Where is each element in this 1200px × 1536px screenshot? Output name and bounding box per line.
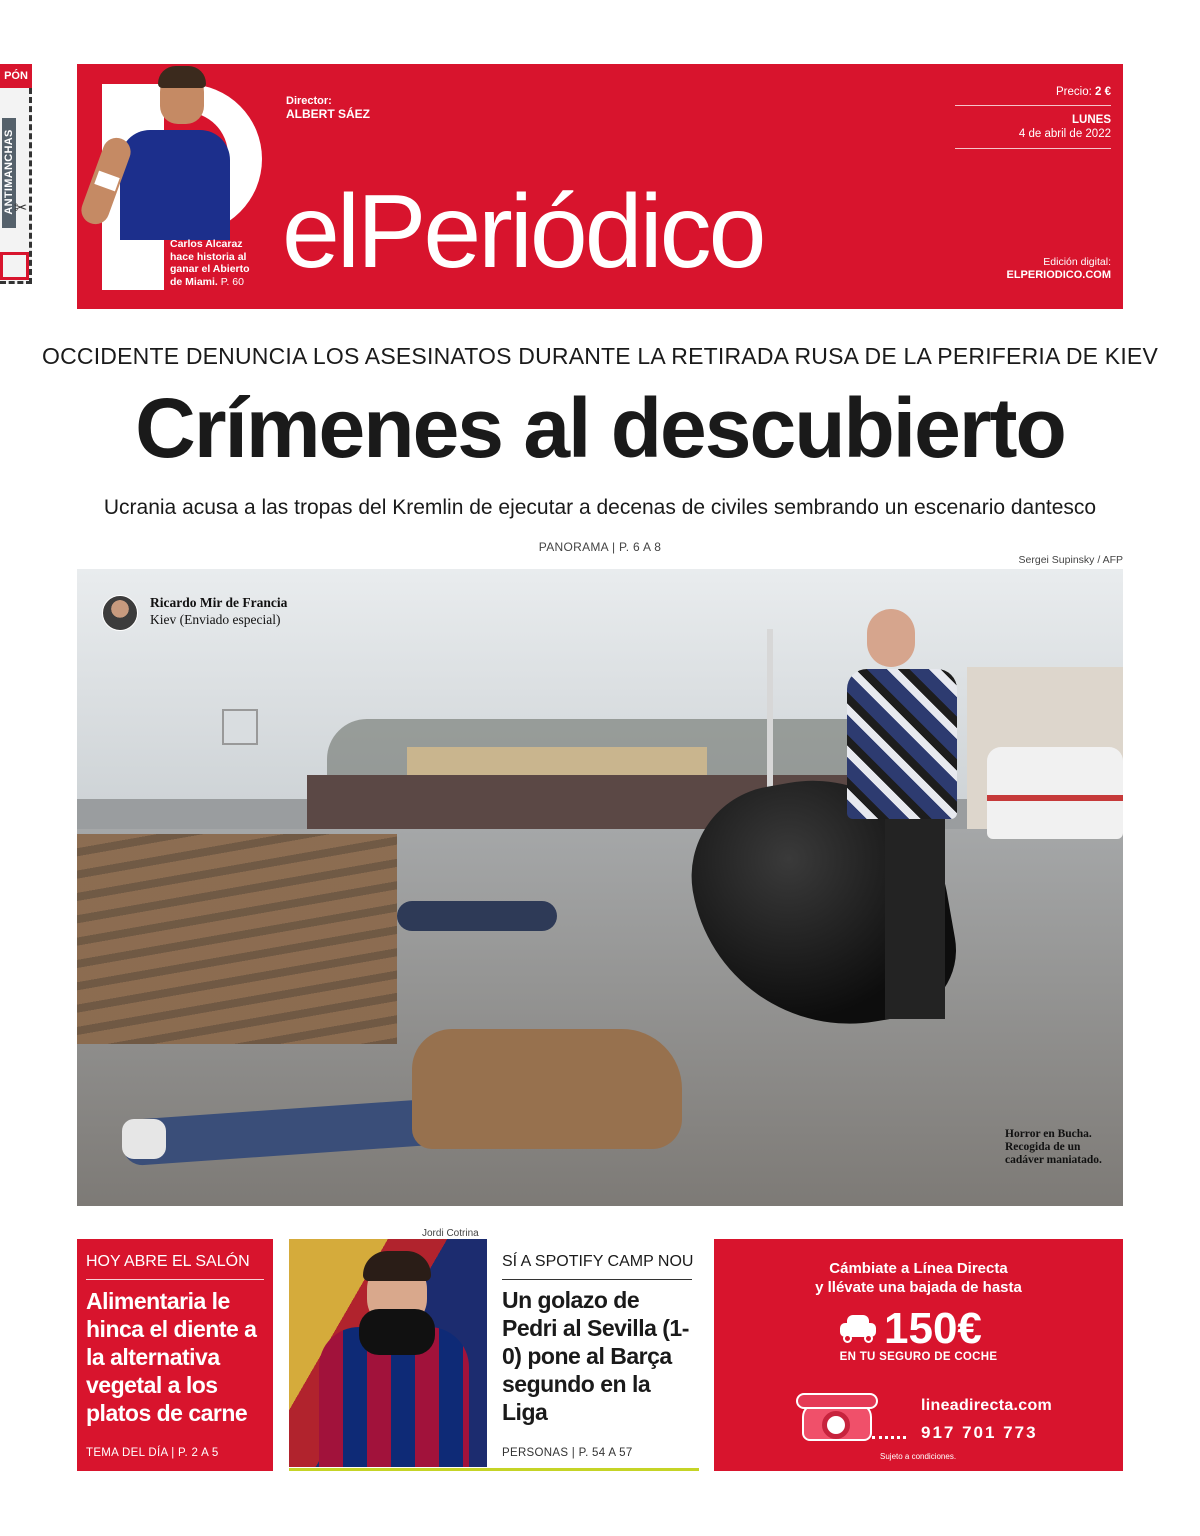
lead-section-ref: PANORAMA | P. 6 A 8	[538, 540, 662, 554]
scissors-icon: ✂	[14, 200, 28, 217]
ad-conditions: Sujeto a condiciones.	[880, 1452, 957, 1461]
issue-day: LUNES	[1072, 114, 1111, 126]
director-label: Director:	[286, 95, 332, 107]
price-value: 2 €	[1095, 86, 1111, 98]
linea-directa-ad[interactable]	[714, 1239, 1123, 1471]
food-headline: Alimentaria le hinca el diente a la alternativa vegetal a los platos de carne	[86, 1288, 257, 1426]
issue-meta	[955, 86, 1111, 156]
lead-subhead: Ucrania acusa a las tropas del Kremlin de ejecutar a decenas de civiles sembrando un escenario dantesco	[103, 496, 1097, 519]
lead-photo-caption: Horror en Bucha. Recogida de un cadáver maniatado.	[1005, 1128, 1102, 1166]
sport-divider	[502, 1279, 692, 1280]
price	[955, 86, 1111, 98]
digital-edition	[955, 256, 1111, 282]
ad-amount: 150€	[884, 1304, 982, 1353]
alcaraz-photo[interactable]	[90, 70, 230, 240]
director-block	[286, 95, 370, 121]
ad-line-1: Cámbiate a Línea Directa	[829, 1260, 1008, 1277]
ad-phone-number[interactable]: 917 701 773	[921, 1423, 1038, 1442]
food-section-ref: TEMA DEL DÍA | P. 2 A 5	[86, 1447, 219, 1459]
digital-url[interactable]: ELPERIODICO.COM	[1006, 269, 1111, 281]
avatar	[102, 595, 138, 631]
coupon-vertical-label: ANTIMANCHAS	[3, 129, 15, 215]
meta-divider	[955, 105, 1111, 106]
meta-divider	[955, 148, 1111, 149]
ad-subline: EN TU SEGURO DE COCHE	[839, 1351, 998, 1363]
price-label: Precio:	[1056, 86, 1092, 98]
sport-section-ref: PERSONAS | P. 54 A 57	[502, 1447, 633, 1459]
coupon-label: PÓN	[0, 64, 32, 88]
ad-headline	[714, 1259, 1123, 1297]
ad-line-2: y llévate una bajada de hasta	[815, 1279, 1022, 1296]
alcaraz-teaser[interactable]	[170, 238, 254, 288]
alcaraz-teaser-text: Carlos Alcaraz hace historia al ganar el Abierto de Miami.	[170, 238, 250, 288]
car-icon	[840, 1315, 876, 1341]
pedri-photo[interactable]	[289, 1239, 487, 1467]
ad-url[interactable]: lineadirecta.com	[921, 1397, 1053, 1414]
food-kicker: HOY ABRE EL SALÓN	[86, 1253, 250, 1270]
coupon-box	[0, 252, 29, 280]
lead-kicker: OCCIDENTE DENUNCIA LOS ASESINATOS DURANTE LA RETIRADA RUSA DE LA PERIFERIA DE KIEV	[41, 343, 1158, 369]
sport-photo-credit: Jordi Cotrina	[422, 1228, 479, 1239]
alcaraz-teaser-page: P. 60	[220, 275, 244, 288]
lead-headline[interactable]: Crímenes al descubierto	[135, 381, 1065, 475]
lead-photo[interactable]	[77, 569, 1123, 1206]
brand-logo[interactable]: elPeriódico	[282, 174, 764, 290]
coupon-strip	[0, 64, 34, 284]
digital-label: Edición digital:	[1043, 256, 1111, 268]
ad-amount-row	[714, 1303, 1123, 1355]
food-divider	[86, 1279, 264, 1280]
lead-photo-credit: Sergei Supinsky / AFP	[1018, 554, 1123, 566]
byline	[102, 593, 342, 639]
byline-place: Kiev (Enviado especial)	[150, 612, 281, 627]
sport-kicker: SÍ A SPOTIFY CAMP NOU	[502, 1253, 694, 1270]
food-story-box[interactable]	[77, 1239, 273, 1471]
sport-headline[interactable]: Un golazo de Pedri al Sevilla (1-0) pone al Barça segundo en la Liga	[502, 1287, 689, 1425]
director-name: ALBERT SÁEZ	[286, 107, 370, 121]
byline-name: Ricardo Mir de Francia	[150, 595, 288, 610]
telephone-icon	[796, 1389, 908, 1443]
issue-date: 4 de abril de 2022	[1018, 128, 1111, 140]
